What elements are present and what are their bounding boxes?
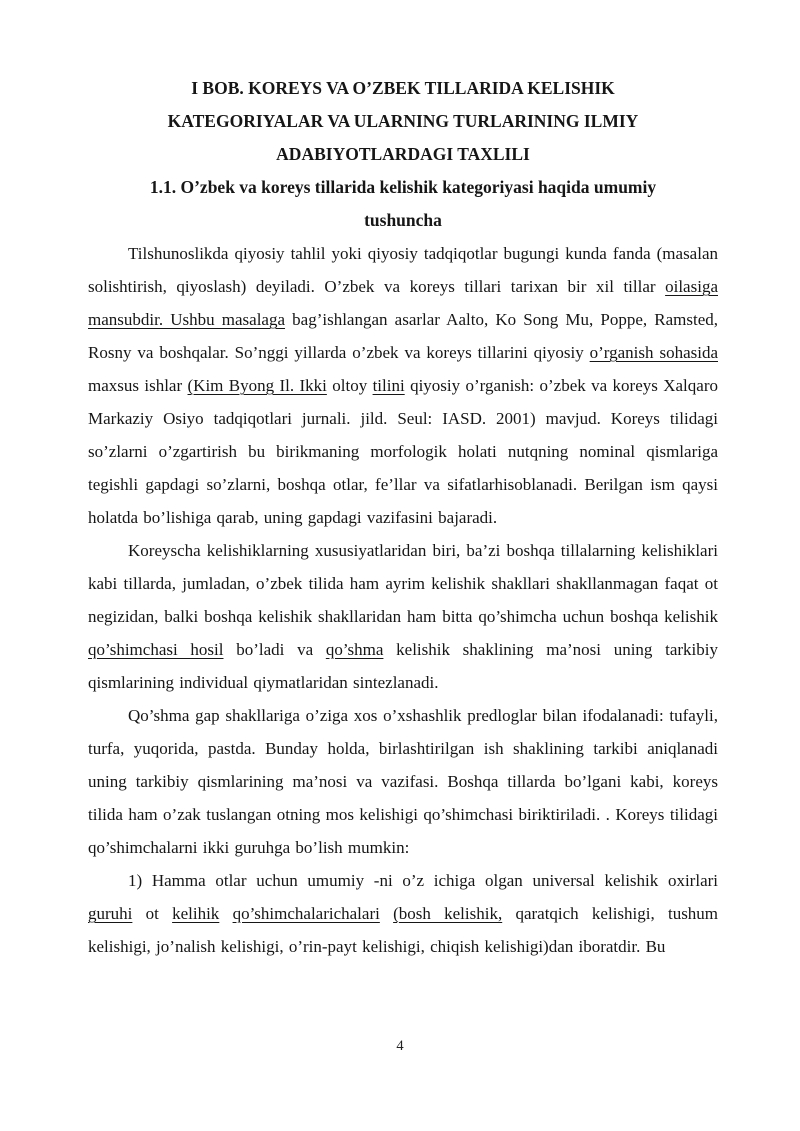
body-paragraph: Tilshunoslikda qiyosiy tahlil yoki qiyosiy tadqiqotlar bugungi kunda fanda (masalan solishtirish, qiyoslash) deyiladi. O’zbek va koreys tillari tarixan bir xil tillar oilasiga mansubdir. Ushbu masalaga bag’ishlangan asarlar Aalto, Ko Song Mu, Poppe, Ramsted, Rosny va boshqalar. So’nggi yillarda o’zbek va koreys tillarini qiyosiy o’rganish sohasida maxsus ishlar (Kim Byong Il. Ikki oltoy tilini qiyosiy o’rganish: o’zbek va koreys Xalqaro Markaziy Osiyo tadqiqotlari jurnali. jild. Seul: IASD. 2001) mavjud. Koreys tilidagi so’zlarni o’zgartirish bu birikmaning morfologik holati nutqning nominal qismlariga tegishli gapdagi so’zlarni, boshqa otlar, fe’llar va sifatlarhisoblanadi. Berilgan ism qaysi holatda bo’lishiga qarab, uning gapdagi vazifasini bajaradi.: [88, 244, 719, 527]
chapter-heading-line: KATEGORIYALAR VA ULARNING TURLARINING ILMIY: [167, 111, 639, 131]
body-paragraph: Koreyscha kelishiklarning xususiyatlaridan biri, ba’zi boshqa tillalarning kelishiklari kabi tillarda, jumladan, o’zbek tilida ham ayrim kelishik shakllari shakllanmagan faqat ot negizidan, balki boshqa kelishik shakllaridan ham bitta qo’shimcha uchun boshqa kelishik qo’shimchasi hosil bo’ladi va qo’shma kelishik shaklining ma’nosi uning tarkibiy qismlarining individual qiymatlaridan sintezlanadi.: [88, 541, 719, 692]
chapter-heading-line: ADABIYOTLARDAGI TAXLILI: [276, 144, 530, 164]
page-content: [88, 72, 718, 963]
body-paragraph: Qo’shma gap shakllariga o’ziga xos o’xshashlik predloglar bilan ifodalanadi: tufayli, turfa, yuqorida, pastda. Bunday holda, birlashtirilgan ish shaklining tarkibi aniqlanadi uning tarkibiy qismlarining ma’nosi va vazifasi. Boshqa tillarda bo’lgani kabi, koreys tilida ham o’zak tuslangan otning mos kelishigi qo’shimchasi biriktiriladi. . Koreys tilidagi qo’shimchalarni ikki guruhga bo’lish mumkin:: [88, 706, 718, 857]
section-heading: [88, 171, 718, 237]
section-heading-line: tushuncha: [364, 210, 442, 230]
body-paragraph: 1) Hamma otlar uchun umumiy -ni o’z ichiga olgan universal kelishik oxirlari guruhi ot kelihik qo’shimchalarichalari (bosh kelishik, qaratqich kelishigi, tushum kelishigi, jo’nalish kelishigi, o’rin-payt kelishigi, chiqish kelishigi)dan iboratdir. Bu: [88, 871, 719, 956]
page-number: 4: [396, 1038, 404, 1054]
chapter-heading-line: I BOB. KOREYS VA O’ZBEK TILLARIDA KELISHIK: [191, 78, 615, 98]
section-heading-line: 1.1. O’zbek va koreys tillarida kelishik kategoriyasi haqida umumiy: [149, 177, 657, 197]
document-body: [88, 237, 718, 963]
chapter-heading: [88, 72, 718, 171]
